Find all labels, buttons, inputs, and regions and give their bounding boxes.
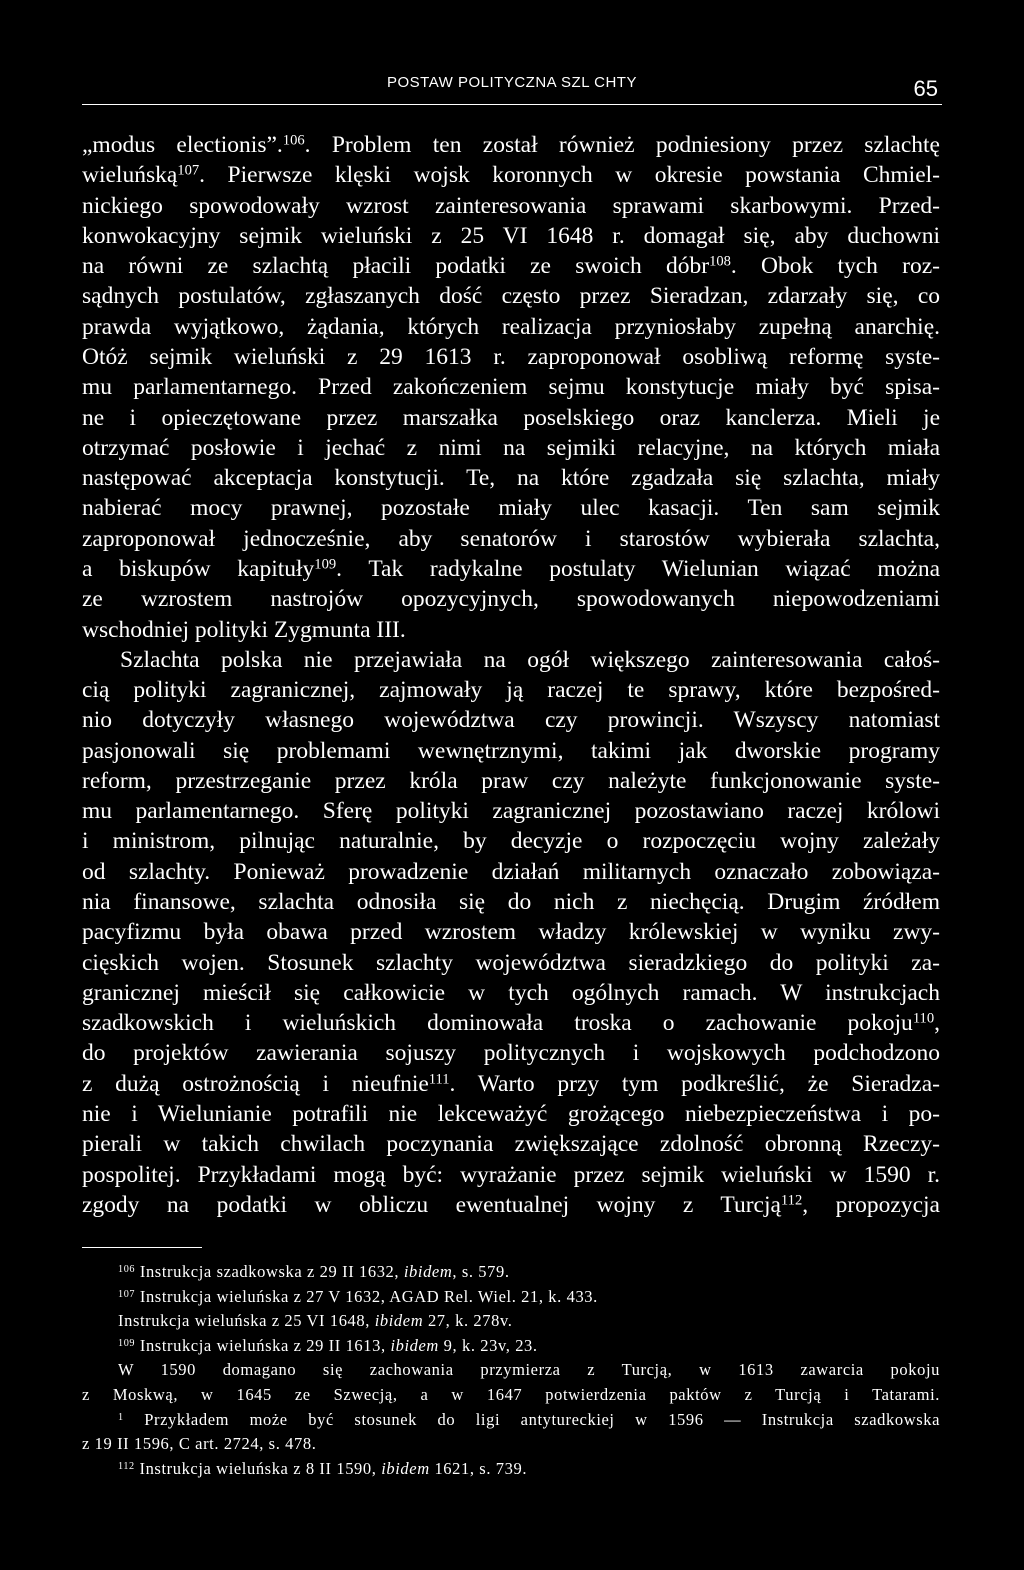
footnote-line <box>118 1358 940 1382</box>
text-run: Instrukcja wieluńska z 29 II 1613, <box>135 1335 391 1355</box>
text-run: z Moskwą, w 1645 ze Szwecją, a w 1647 potwierdzenia paktów z Turcją i Tatarami. <box>82 1385 940 1404</box>
text-run: wieluńską <box>82 162 178 189</box>
body-line <box>82 706 940 735</box>
text-run: Instrukcja wieluńska z 25 VI 1648, <box>118 1311 375 1331</box>
text-run: konwokacyjny sejmik wieluński z 25 VI 1648 r. domagał się, aby duchowni <box>82 222 940 249</box>
text-run: Przykładem może być stosunek do ligi antytureckiej w 1596 — Instrukcja szadkowska <box>123 1409 940 1429</box>
footnote-reference: 106 <box>282 132 305 149</box>
text-run: . Pierwsze klęski wojsk koronnych w okresie powstania Chmiel- <box>199 162 940 189</box>
text-run: mu parlamentarnego. Sferę polityki zagranicznej pozostawiano raczej królowi <box>82 798 940 825</box>
body-line <box>82 585 940 614</box>
text-run: a biskupów kapituły <box>82 555 315 582</box>
text-run: na równi ze szlachtą płacili podatki ze swoich dóbr <box>82 253 710 280</box>
body-line <box>82 1100 940 1129</box>
text-run: i ministrom, pilnując naturalnie, by decyzje o rozpoczęciu wojny zależały <box>82 828 940 855</box>
footnote-reference: 109 <box>118 1337 136 1349</box>
footnote-rule <box>82 1247 202 1248</box>
text-run: . Tak radykalne postulaty Wielunian wiązać można <box>336 555 941 582</box>
body-line <box>82 979 940 1008</box>
body-line <box>82 282 940 311</box>
body-line <box>82 252 940 281</box>
text-run: ze wzrostem nastrojów opozycyjnych, spowodowanych niepowodzeniami <box>82 586 940 613</box>
text-run: z 19 II 1596, C art. 2724, s. 478. <box>82 1434 317 1454</box>
body-line <box>82 404 940 433</box>
body-line <box>82 1191 940 1220</box>
body-line <box>82 676 940 705</box>
text-run: 9, k. 23v, 23. <box>438 1335 538 1355</box>
body-line <box>82 555 940 584</box>
body-line <box>82 434 940 463</box>
body-line <box>82 494 940 523</box>
text-run: prawda wyjątkowo, żądania, których realizacja przyniosłaby zupełną anarchię. <box>82 313 940 340</box>
text-run: W 1590 domagano się zachowania przymierza z Turcją, w 1613 zawarcia pokoju <box>118 1360 940 1380</box>
footnote-reference: 111 <box>428 1071 450 1088</box>
text-run: nickiego spowodowały wzrost zainteresowania sprawami skarbowymi. Przed- <box>82 192 940 219</box>
footnote-reference: 112 <box>780 1192 803 1209</box>
text-run: 27, k. 278v. <box>423 1311 513 1331</box>
text-run: cią polityki zagranicznej, zajmowały ją raczej te sprawy, które bezpośred- <box>82 677 940 703</box>
text-run: nie i Wielunianie potrafili nie lekceważyć grożącego niebezpieczeństwa i po- <box>82 1101 940 1127</box>
body-line <box>82 373 940 402</box>
body-line <box>82 737 940 766</box>
body-line <box>120 646 940 675</box>
text-run: szadkowskich i wieluńskich dominowała troska o zachowanie pokoju <box>82 1010 913 1037</box>
text-run: pierali w takich chwilach poczynania zwiększające zdolność obronną Rzeczy- <box>82 1131 940 1158</box>
text-run: Instrukcja wieluńska z 27 V 1632, AGAD Rel. Wiel. 21, k. 433. <box>135 1286 598 1306</box>
text-run: Otóż sejmik wieluński z 29 1613 r. zaproponował osobliwą reformę syste- <box>82 344 940 370</box>
italic-text: ibidem <box>381 1458 430 1478</box>
body-line <box>82 161 940 190</box>
body-line <box>82 1009 940 1038</box>
running-title: POSTAW POLITYCZNA SZL CHTY <box>387 74 637 91</box>
body-line <box>82 767 940 796</box>
body-line <box>82 313 940 342</box>
text-run: od szlachty. Ponieważ prowadzenie działań militarnych oznaczało zobowiąza- <box>82 858 940 885</box>
footnote-line <box>118 1260 940 1284</box>
body-line <box>82 343 940 372</box>
text-run: do projektów zawierania sojuszy politycznych i wojskowych podchodzono <box>82 1040 940 1067</box>
body-line <box>82 525 940 554</box>
text-run: granicznej mieścił się całkowicie w tych ogólnych ramach. W instrukcjach <box>82 979 940 1006</box>
text-run: 1621, s. 739. <box>429 1458 528 1478</box>
text-run: . Problem ten został również podniesiony przez szlachtę <box>304 132 940 158</box>
text-run: „modus electionis”. <box>82 132 283 158</box>
text-run: , propozycja <box>802 1191 940 1218</box>
text-run: . Obok tych roz- <box>730 253 940 280</box>
text-run: sądnych postulatów, zgłaszanych dość często przez Sieradzan, zdarzały się, co <box>82 283 940 310</box>
footnote-reference: 109 <box>314 556 337 573</box>
body-line <box>82 1130 940 1159</box>
text-run: otrzymać posłowie i jechać z nimi na sejmiki relacyjne, na których miała <box>82 434 940 461</box>
text-run: nabierać mocy prawnej, pozostałe miały ulec kasacji. Ten sam sejmik <box>82 495 940 522</box>
body-line <box>82 616 940 645</box>
text-run: zgody na podatki w obliczu ewentualnej wojny z Turcją <box>82 1191 781 1218</box>
body-line <box>82 464 940 493</box>
text-run: Instrukcja wieluńska z 8 II 1590, <box>134 1458 382 1478</box>
body-line <box>82 858 940 887</box>
text-run: reform, przestrzeganie przez króla praw czy należyte funkcjonowanie syste- <box>82 767 940 794</box>
text-run: cięskich wojen. Stosunek szlachty województwa sieradzkiego do polityki za- <box>82 949 940 976</box>
body-line <box>82 797 940 826</box>
body-line <box>82 1161 940 1190</box>
footnote-line <box>118 1285 940 1309</box>
italic-text: ibidem <box>390 1335 439 1355</box>
text-run: ne i opieczętowane przez marszałka poselskiego oraz kanclerza. Mieli je <box>82 404 940 431</box>
body-line <box>82 888 940 917</box>
text-run: Instrukcja szadkowska z 29 II 1632, <box>135 1262 404 1281</box>
text-run: mu parlamentarnego. Przed zakończeniem sejmu konstytucje miały być spisa- <box>82 374 940 401</box>
footnote-line <box>118 1457 940 1481</box>
text-run: pasjonowali się problemami wewnętrznymi, takimi jak dworskie programy <box>82 737 940 764</box>
text-run: następować akceptacja konstytucji. Te, na które zgadzała się szlachta, miały <box>82 465 940 492</box>
text-run: zaproponował jednocześnie, aby senatorów i starostów wybierała szlachta, <box>82 525 940 552</box>
page-number: 65 <box>913 76 938 101</box>
page-header <box>82 74 942 104</box>
body-line <box>82 222 940 251</box>
footnote-line <box>118 1309 940 1333</box>
body-line <box>82 131 940 160</box>
text-run: pacyfizmu była obawa przed wzrostem władzy królewskiej w wyniku zwy- <box>82 919 940 946</box>
body-line <box>82 192 940 221</box>
body-line <box>82 1039 940 1068</box>
text-run: . Warto przy tym podkreślić, że Sieradza- <box>449 1070 940 1097</box>
footnote-reference: 108 <box>709 253 731 270</box>
footnote-line <box>82 1383 940 1407</box>
footnote-reference: 106 <box>118 1263 136 1275</box>
footnote-reference: 112 <box>118 1460 135 1472</box>
text-run: z dużą ostrożnością i nieufnie <box>82 1070 429 1097</box>
footnote-line <box>82 1432 940 1456</box>
footnote-line <box>118 1408 940 1432</box>
text-run: Szlachta polska nie przejawiała na ogół większego zainteresowania całoś- <box>120 646 940 673</box>
body-line <box>82 1070 940 1099</box>
italic-text: ibidem <box>374 1311 424 1331</box>
body-line <box>82 827 940 856</box>
footnote-reference: 107 <box>177 163 200 180</box>
header-rule <box>82 104 942 105</box>
footnote-reference: 107 <box>118 1288 136 1300</box>
body-line <box>82 918 940 947</box>
footnote-line <box>118 1334 940 1358</box>
text-run: nia finansowe, szlachta odnosiła się do nich z niechęcią. Drugim źródłem <box>82 889 940 915</box>
text-run: , <box>934 1010 940 1037</box>
footnote-reference: 110 <box>912 1010 935 1027</box>
text-run: wschodniej polityki Zygmunta III. <box>82 616 406 643</box>
text-run: pospolitej. Przykładami mogą być: wyrażanie przez sejmik wieluński w 1590 r. <box>82 1161 940 1188</box>
italic-text: ibidem <box>403 1262 453 1281</box>
text-run: , s. 579. <box>452 1262 510 1281</box>
footnote-reference: 1 <box>118 1411 124 1423</box>
body-line <box>82 949 940 978</box>
text-run: nio dotyczyły własnego województwa czy prowincji. Wszyscy natomiast <box>82 707 940 734</box>
